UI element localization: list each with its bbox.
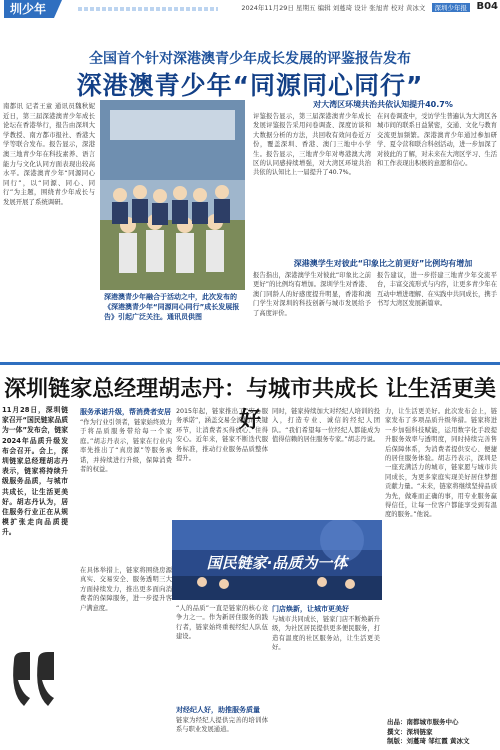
dateline: 2024年11月29日 星期五 编辑 刘蔓琦 设计 张旭青 校对 黄冰文	[241, 4, 426, 12]
story2-column-4: 力，让生活更美好。此次发布会上，链家发布了多项品质升级举措。链家将进一步加强科技赋能，运用数字化手段提升服务效率与透明度，同时持续完善售后保障体系，为消费者提供安心、便捷的居住服务体验。胡志丹表示，深圳是一座充满活力的城市，链家愿与城市共同成长，为更多家庭实现美好居住梦想贡献力量。“未来，链家将继续坚持品质为先，做难而正确的事，用专业服务赢得信任，让每一位客户都能享受到有温度的服务。”他说。	[385, 408, 497, 519]
group-photo-illustration	[100, 100, 245, 290]
story1-photo	[100, 100, 245, 290]
page-header	[0, 0, 500, 18]
story2-headline: 深圳链家总经理胡志丹：与城市共成长 让生活更美好	[4, 376, 496, 433]
story1-column-2: 在问卷调查中，受访学生普遍认为大湾区各城市间的联系日益紧密，交通、文化与教育交流更加频繁。深港澳青少年通过参加研学、夏令营和联合科创活动，进一步加深了对彼此的了解，对未来在大湾区学习、生活和工作表现出积极的意愿和信心。	[377, 113, 497, 168]
story2-column-2: 2015年起，链家推出了“安心服务承诺”，涵盖交易全流程的关键环节，让消费者买得放心、住得安心。近年来，链家不断迭代服务标准，推动行业服务品质整体提升。	[176, 408, 268, 463]
story2-column-3: 同时，链家持续加大对经纪人培训的投入，打造专业、诚信的经纪人团队。“我们希望每一位经纪人都能成为值得信赖的居住服务专家。”胡志丹说。	[272, 408, 380, 444]
story1-photo-caption: 深港澳青少年融合于活动之中，此次发布的《深港澳青少年“同源同心同行”成长发展报告》引起广泛关注。通讯员供图	[104, 293, 240, 321]
story2-lead-text: 11月28日，深圳链家召开“国民链家品质为一体”发布会，链家2024年品质升级发布会召开。会上，深圳链家总经理胡志丹表示，链家将持续升级服务品质，与城市共成长，让生活更美好。胡志丹认为，居住服务行业正在从规模扩张走向品质提升。	[2, 406, 68, 537]
story1-column-1: 评鉴报告显示，第三届深港澳青少年成长发展评鉴报告采用问卷调查、深度访谈和大数据分析的方法，共回收有效问卷近万份，覆盖深圳、香港、澳门三地中小学生。报告显示，三地青少年对粤港澳大湾区的认同感持续增强，对大湾区环境共治共依的认知比上一届提升了40.7%。	[253, 113, 371, 177]
page-number: B04	[476, 1, 498, 12]
story2-column-1: “作为行业引领者，链家始终致力于将品质服务带给每一个家庭。”胡志丹表示，链家在行业内率先推出了“真房源”等服务承诺，并持续进行升级，保障消费者的权益。	[80, 419, 172, 474]
paper-tag: 深圳少年报	[432, 3, 471, 12]
story2-column-8: 与城市共同成长，链家门店不断焕新升级，为社区居民提供更多便民服务，打造有温度的社区服务站，让生活更美好。	[272, 616, 380, 652]
story2-column-5: 在具体举措上，链家将围绕房源真实、交易安全、服务透明三大方面持续发力，推出更多面向消费者的保障服务，进一步提升客户满意度。	[80, 567, 172, 612]
story1-headline: 深港澳青少年“同源同心同行”	[76, 71, 424, 100]
story2-subhead-1: 服务承诺升级，帮消费者安居	[80, 408, 171, 416]
story-divider	[0, 362, 500, 365]
header-stripe	[78, 7, 218, 11]
story2-column-7: 链家为经纪人提供完善的培训体系与职业发展通道。	[176, 717, 268, 734]
photo-banner-text: 国民链家·品质为一体	[206, 554, 348, 572]
story2-column-6: “人的品质”一直是链家的核心竞争力之一。作为新居住服务的践行者，链家始终重视经纪人队伍建设。	[176, 605, 268, 641]
story1-subhead-2: 深港澳学生对彼此“印象比之前更好”比例均有增加	[293, 259, 473, 268]
story2-photo	[172, 520, 382, 600]
story1-column-3: 报告指出，深港澳学生对彼此“印象比之前更好”的比例均有增加。深圳学生对香港、澳门同龄人的好感度提升明显，香港和澳门学生对深圳的科技创新与城市发展给予了高度评价。	[253, 272, 371, 317]
story1-lead-text: 南都讯 记者王童 通讯员魏秋妮 近日，第三届深港澳青少年成长论坛在香港举行，报告由深圳大学教授、南方都市报社、香港大学等联合发布。报告显示，深港澳三地青少年在科技素养、语言能力与文化认同方面表现出较高水平。深港澳青少年“同源同心同行”，以“同源、同心、同行”为主题，围绕青少年成长与发展开展了系统调研。	[3, 102, 95, 206]
story2-byline: 出品：南都城市服务中心 撰文：深圳链家 制版：刘蔓琦 邹红霞 黄冰文	[387, 718, 470, 745]
story1-subhead-1: 对大湾区环境共治共依认知提升40.7%	[313, 100, 453, 109]
story2-subhead-2: 对经纪人好，助推服务质量	[176, 706, 260, 714]
story1-column-4: 报告建议，进一步搭建三地青少年交流平台，丰富交流形式与内容，让更多青少年在互动中增进理解、在实践中共同成长，携手书写大湾区发展新篇章。	[377, 272, 497, 308]
story1-kicker: 全国首个针对深港澳青少年成长发展的评鉴报告发布	[89, 51, 411, 67]
story2-subhead-3: 门店焕新，让城市更美好	[272, 605, 349, 613]
header-info	[241, 3, 470, 12]
section-logo: 圳少年	[4, 0, 54, 18]
quote-mark-icon	[8, 650, 62, 710]
